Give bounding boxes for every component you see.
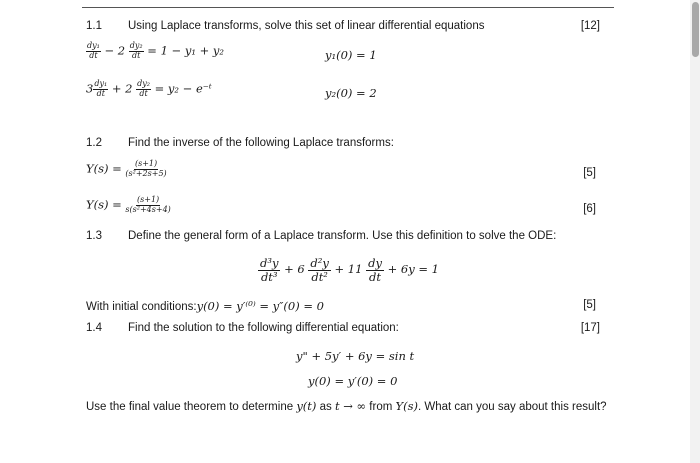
fraction: $\frac{\text{dy₁}}{dt}$ [94,79,108,98]
scrollbar[interactable] [690,0,700,463]
q1-2-number: 1.2 [86,137,102,149]
q1-4-marks: [17] [580,322,600,334]
q1-1-equation-1: $\frac{\text{dy₁}}{dt}$ − 2 $\frac{\text{dy₂}}{dt}$ = 1 − y₁ + y₂ [87,41,225,60]
fraction: $\frac{\text{d²y}}{\text{dt²}}$ [310,256,329,284]
fraction: $\frac{\text{dy₂}}{dt}$ [137,79,150,98]
fraction: $\frac{\text{d³y}}{\text{dt³}}$ [260,256,279,284]
q1-1-number: 1.1 [86,20,102,32]
top-rule [82,7,614,8]
q1-2-text: Find the inverse of the following Laplace transforms: [128,137,394,149]
q1-1-marks: [12] [580,20,600,32]
q1-3-marks: [5] [583,299,596,311]
q1-4-final-value-question: Use the final value theorem to determine y(t) as t → ∞ from Y(s). What can you say about this result? [86,399,607,413]
fraction: $\frac{\text{dy₁}}{dt}$ [87,41,100,60]
q1-2-marks-1: [5] [583,167,596,179]
q1-1-equation-2: 3 $\frac{\text{dy₁}}{dt}$ + 2 $\frac{\text{dy₂}}{dt}$ = y₂ − e⁻ᵗ [86,79,212,98]
fraction: $\frac{dy}{dt}$ [368,256,382,284]
fraction: $\frac{\text{dy₂}}{dt}$ [129,41,143,60]
q1-2-transform-1: Y(s) = $\frac{(s+1)}{\text{(s²+2s+5)}}$ [86,159,167,178]
q1-2-transform-2: Y(s) = $\frac{(s+1)}{\text{s(s²+4s+4)}}$ [86,195,171,214]
fraction: $\frac{(s+1)}{\text{s(s²+4s+4)}}$ [125,195,171,214]
q1-4-number: 1.4 [86,322,102,334]
fraction: $\frac{(s+1)}{\text{(s²+2s+5)}}$ [125,159,167,178]
q1-3-number: 1.3 [86,230,102,242]
q1-1-text: Using Laplace transforms, solve this set of linear differential equations [128,20,485,32]
q1-3-text: Define the general form of a Laplace transform. Use this definition to solve the ODE: [128,230,557,242]
q1-3-ode: $\frac{\text{d³y}}{\text{dt³}}$ + 6 $\frac{\text{d²y}}{\text{dt²}}$ + 11 $\frac{dy}{dt}$ + 6y = 1 [260,256,439,284]
q1-1-initial-condition-1: y₁(0) = 1 [325,48,377,62]
q1-4-text: Find the solution to the following differential equation: [128,322,399,334]
scrollbar-thumb[interactable] [692,2,699,57]
q1-3-initial-conditions: With initial conditions:y(0) = y′⁽⁰⁾ = y″(0) = 0 [86,299,324,313]
q1-2-marks-2: [6] [583,203,596,215]
q1-4-initial-conditions: y(0) = y′(0) = 0 [308,374,398,388]
q1-4-equation: y" + 5y′ + 6y = sin t [296,349,415,363]
q1-1-initial-condition-2: y₂(0) = 2 [325,86,377,100]
